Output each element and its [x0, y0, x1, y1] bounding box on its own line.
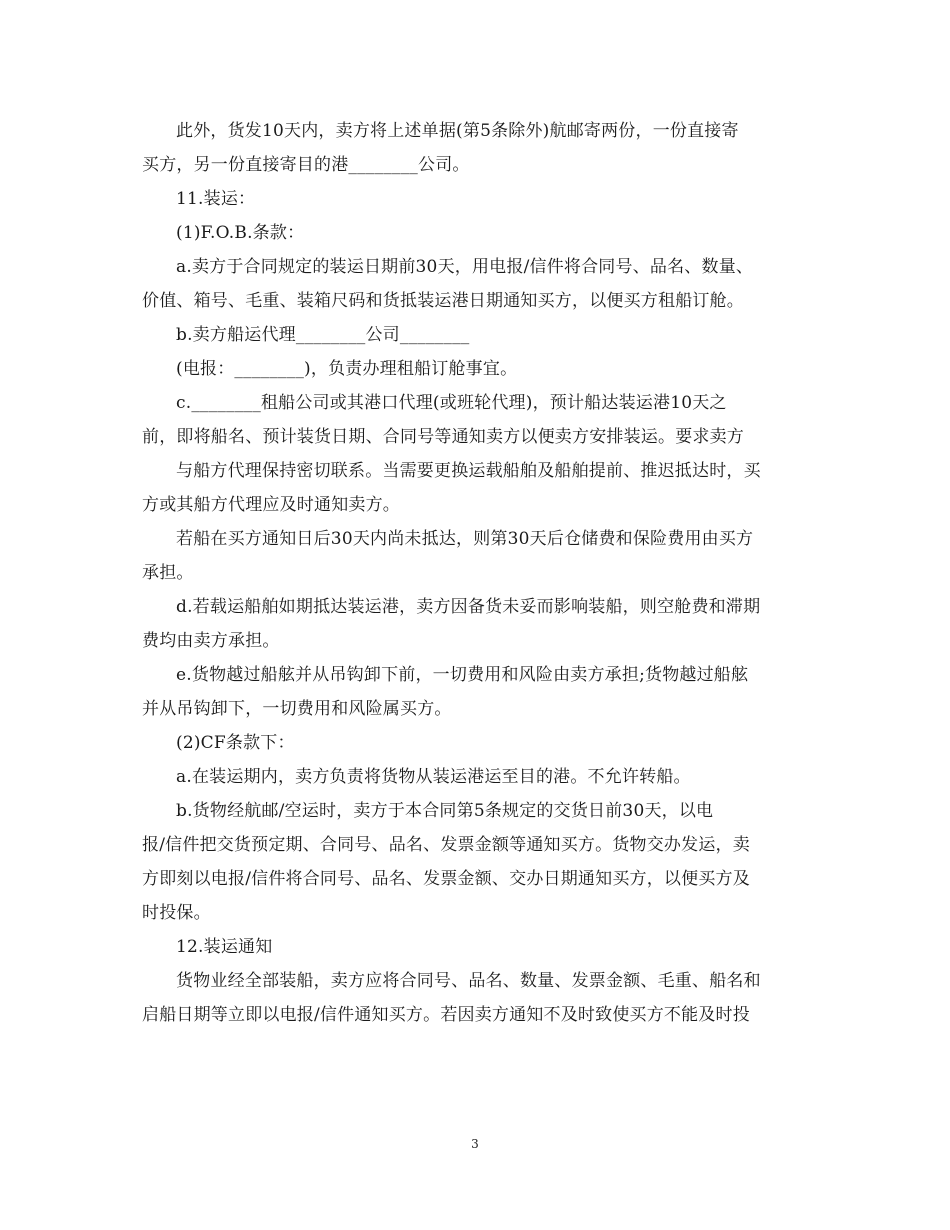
text-line: a.卖方于合同规定的装运日期前30天，用电报/信件将合同号、品名、数量、: [176, 257, 754, 277]
text-line: c.________租船公司或其港口代理(或班轮代理)，预计船达装运港10天之: [176, 393, 727, 413]
text-line: 此外，货发10天内，卖方将上述单据(第5条除外)航邮寄两份，一份直接寄: [176, 121, 739, 141]
text-line: 并从吊钩卸下，一切费用和风险属买方。: [142, 699, 452, 719]
text-line: 前，即将船名、预计装货日期、合同号等通知卖方以便卖方安排装运。要求卖方: [142, 427, 744, 447]
text-line: 货物业经全部装船，卖方应将合同号、品名、数量、发票金额、毛重、船名和: [176, 971, 761, 991]
text-line: b.货物经航邮/空运时，卖方于本合同第5条规定的交货日前30天，以电: [176, 801, 714, 821]
text-line: b.卖方船运代理________公司________: [176, 325, 470, 345]
page-number: 3: [471, 1137, 479, 1151]
text-line: 11.装运：: [176, 189, 256, 209]
text-line: 价值、箱号、毛重、装箱尺码和货抵装运港日期通知买方，以便买方租船订舱。: [142, 291, 744, 311]
text-line: (2)CF条款下：: [176, 733, 295, 753]
text-line: 时投保。: [142, 903, 211, 923]
text-line: e.货物越过船舷并从吊钩卸下前，一切费用和风险由卖方承担;货物越过船舷: [176, 665, 749, 685]
text-line: 启船日期等立即以电报/信件通知买方。若因卖方通知不及时致使买方不能及时投: [142, 1005, 750, 1025]
text-line: 买方，另一份直接寄目的港________公司。: [142, 155, 470, 175]
text-line: 若船在买方通知日后30天内尚未抵达，则第30天后仓储费和保险费用由买方: [176, 529, 754, 549]
text-line: d.若载运船舶如期抵达装运港，卖方因备货未妥而影响装船，则空舱费和滞期: [176, 597, 761, 617]
text-line: 方或其船方代理应及时通知卖方。: [142, 495, 400, 515]
text-line: 报/信件把交货预定期、合同号、品名、发票金额等通知买方。货物交办发运，卖: [142, 835, 750, 855]
text-line: a.在装运期内，卖方负责将货物从装运港运至目的港。不允许转船。: [176, 767, 691, 787]
text-line: 方即刻以电报/信件将合同号、品名、发票金额、交办日期通知买方，以便买方及: [142, 869, 750, 889]
text-line: 12.装运通知: [176, 937, 273, 957]
text-line: 费均由卖方承担。: [142, 631, 280, 651]
text-line: 与船方代理保持密切联系。当需要更换运载船舶及船舶提前、推迟抵达时，买: [176, 461, 761, 481]
document-body: [142, 114, 812, 1032]
text-line: (1)F.O.B.条款：: [176, 223, 305, 243]
text-line: 承担。: [142, 563, 194, 583]
text-line: (电报：________)，负责办理租船订舱事宜。: [176, 359, 518, 379]
